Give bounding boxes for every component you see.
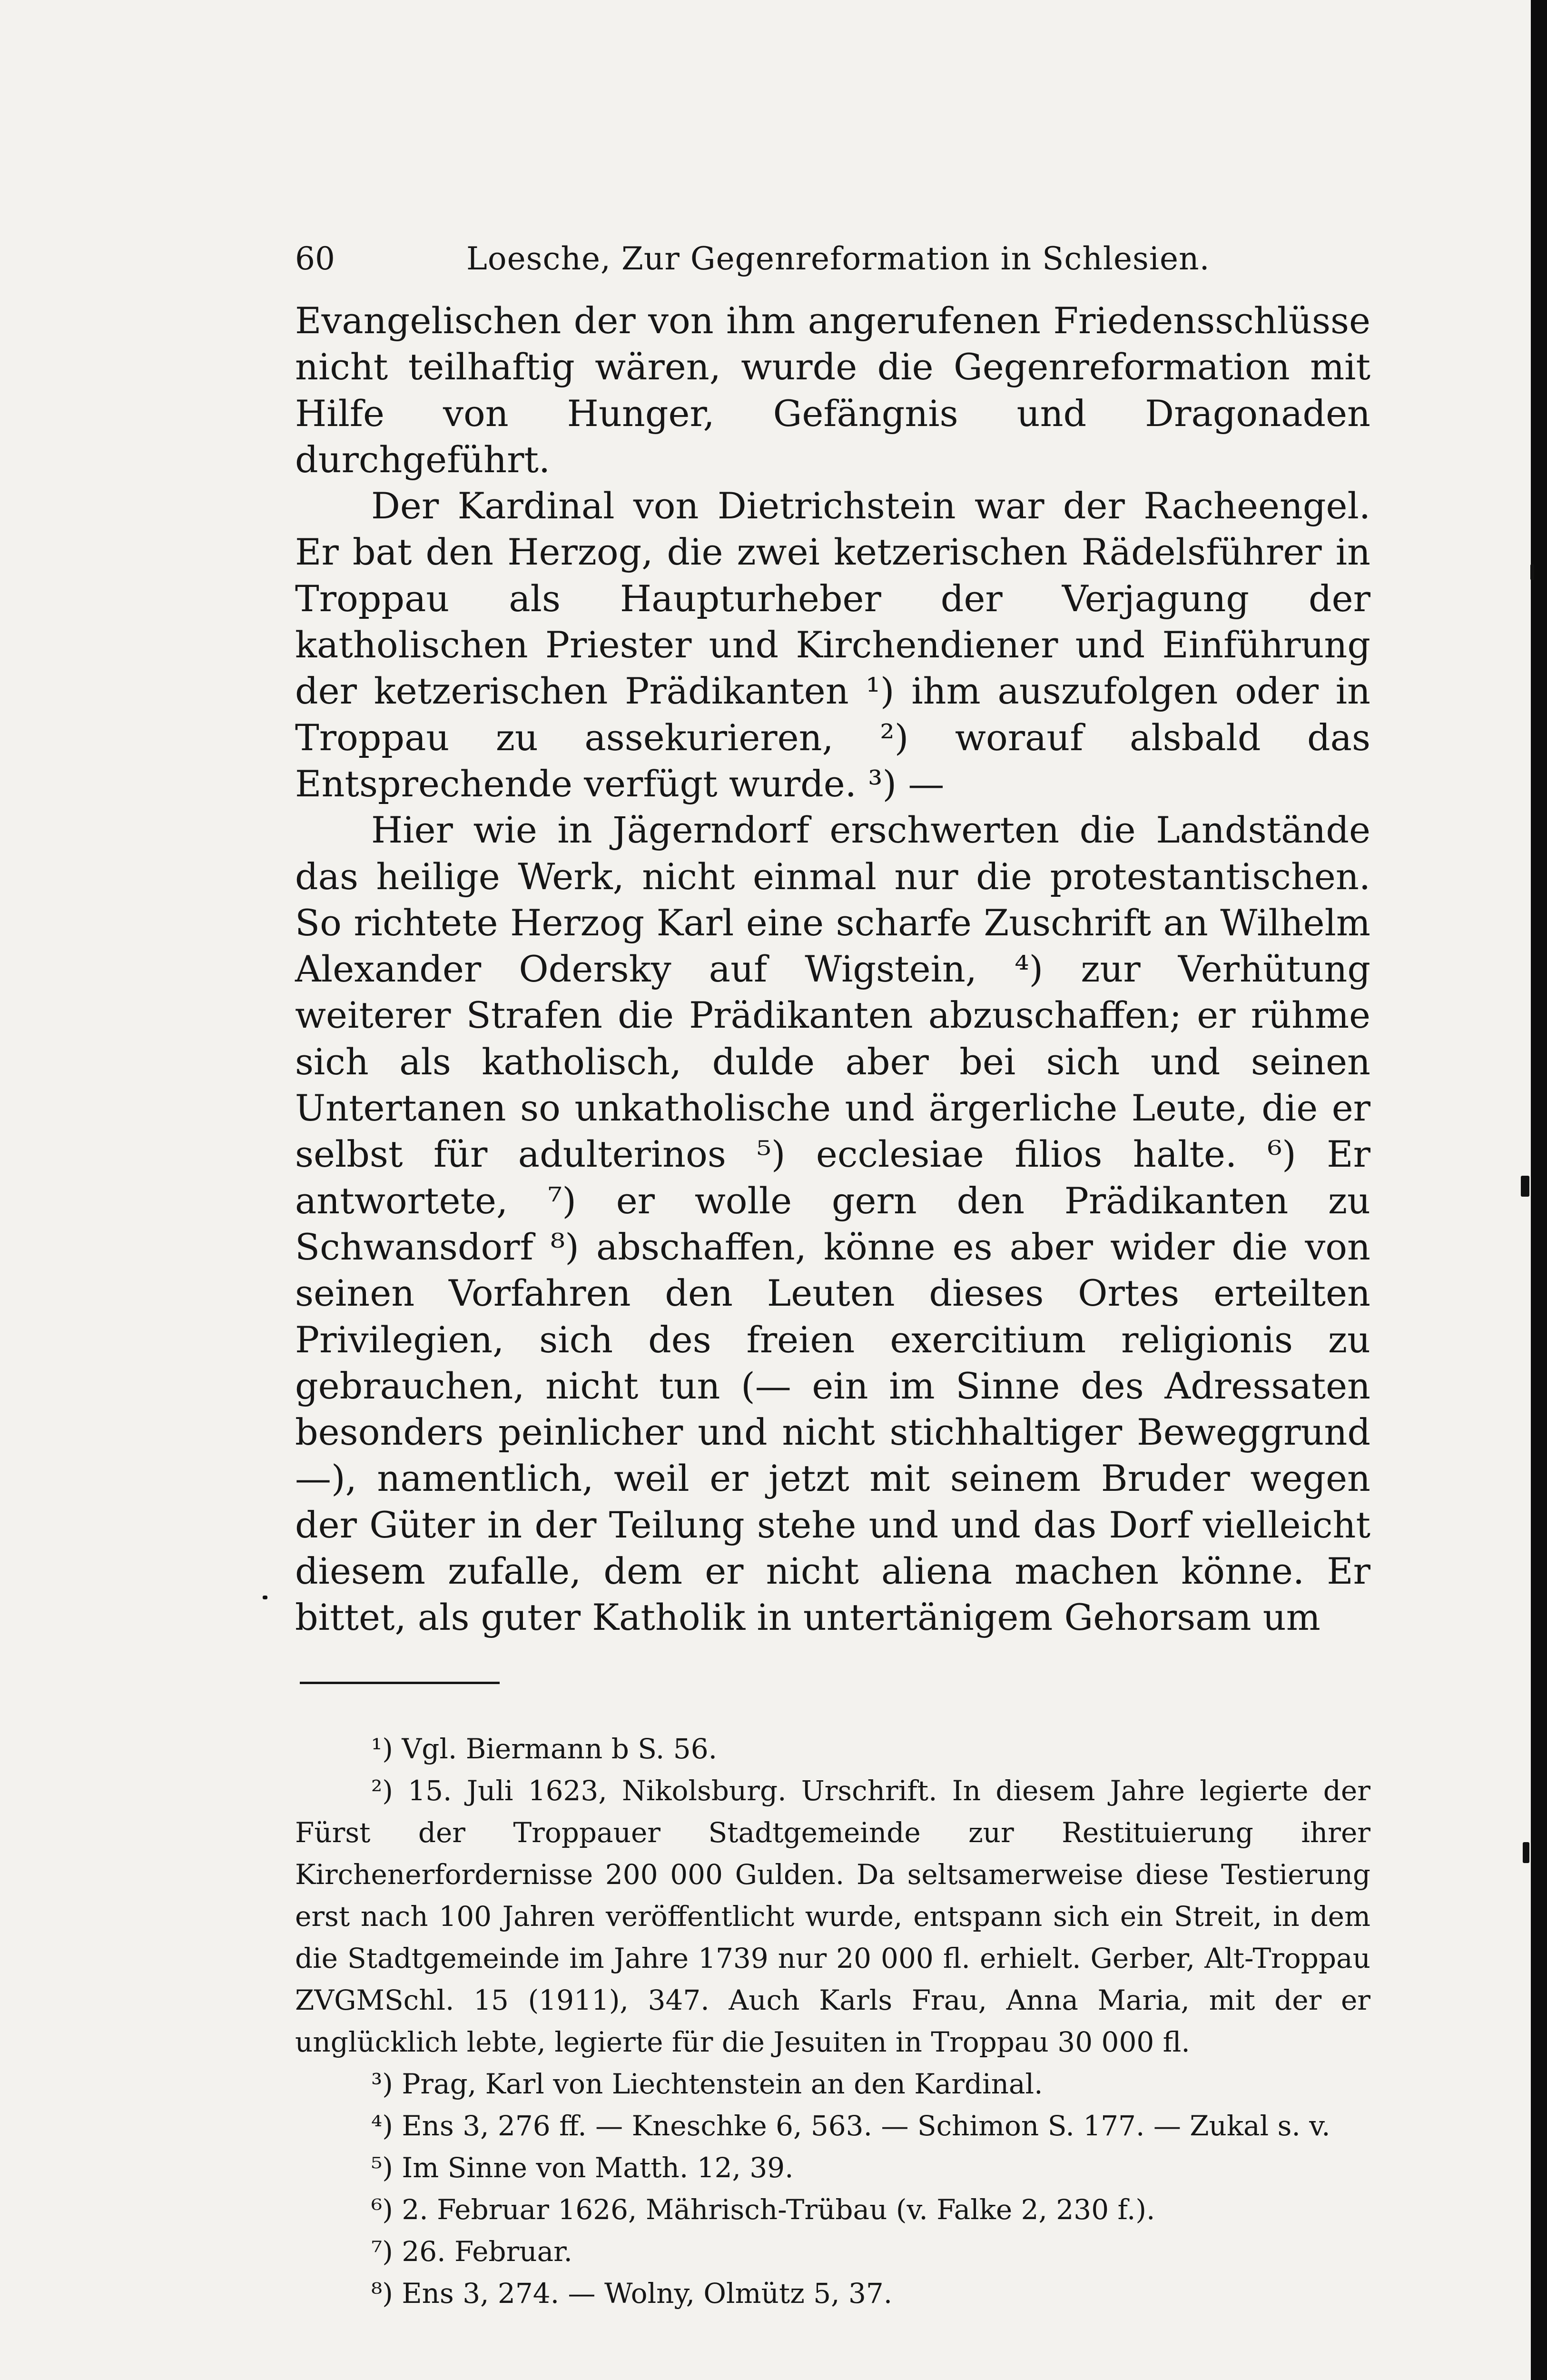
footnote: ⁵) Im Sinne von Matth. 12, 39. xyxy=(371,2151,794,2184)
body-text xyxy=(295,298,1370,1641)
paragraph: Hier wie in Jägerndorf erschwerten die Landstände das heilige Werk, nicht einmal nur die protestantischen. So richtete Herzog Karl eine scharfe Zuschrift an Wilhelm Alexander Odersky auf Wigstein, ⁴) zur Verhütung weiterer Strafen die Prädikanten abzuschaffen; er rühme sich als katholisch, dulde aber bei sich und seinen Untertanen so unkatholische und ärgerliche Leute, die er selbst für adulterinos ⁵) ecclesiae filios halte. ⁶) Er antwortete, ⁷) er wolle gern den Prädikanten zu Schwansdorf ⁸) abschaffen, könne es aber wider die von seinen Vorfahren den Leuten dieses Ortes erteilten Privilegien, sich des freien exercitium religionis zu gebrauchen, nicht tun (— ein im Sinne des Adressaten besonders peinlicher und nicht stichhaltiger Beweggrund —), namentlich, weil er jetzt mit seinem Bruder wegen der Güter in der Teilung stehe und und das Dorf vielleicht diesem zufalle, dem er nicht aliena machen könne. Er bittet, als guter Katholik in untertänigem Gehorsam um xyxy=(295,809,1370,1639)
footnote: ¹) Vgl. Biermann b S. 56. xyxy=(371,1732,718,1765)
footnote: ²) 15. Juli 1623, Nikolsburg. Urschrift. In diesem Jahre legierte der Fürst der Troppauer Stadtgemeinde zur Restituierung ihrer Kirchenerfordernisse 200 000 Gulden. Da seltsamerweise diese Testierung erst nach 100 Jahren veröffentlicht wurde, entspann sich ein Streit, in dem die Stadtgemeinde im Jahre 1739 nur 20 000 fl. erhielt. Gerber, Alt-Troppau ZVGMSchl. 15 (1911), 347. Auch Karls Frau, Anna Maria, mit der er unglücklich lebte, legierte für die Jesuiten in Troppau 30 000 fl. xyxy=(295,1774,1370,2058)
running-head: Loesche, Zur Gegenreformation in Schlesien. xyxy=(466,240,1210,277)
paragraph: Der Kardinal von Dietrichstein war der Racheengel. Er bat den Herzog, die zwei ketzerischen Rädelsführer in Troppau als Haupturheber der Verjagung der katholischen Priester und Kirchendiener und Einführung der ketzerischen Prädikanten ¹) ihm auszufolgen oder in Troppau zu assekurieren, ²) worauf alsbald das Entsprechende verfügt wurde. ³) — xyxy=(295,485,1370,805)
footnote: ³) Prag, Karl von Liechtenstein an den Kardinal. xyxy=(371,2067,1043,2100)
page-number: 60 xyxy=(295,240,335,277)
page-header xyxy=(295,240,1370,298)
scan-speck xyxy=(1523,1842,1529,1863)
footnote: ⁶) 2. Februar 1626, Mährisch-Trübau (v. Falke 2, 230 f.). xyxy=(371,2193,1155,2226)
paragraph: Evangelischen der von ihm angerufenen Friedensschlüsse nicht teilhaftig wären, wurde die Gegenreformation mit Hilfe von Hunger, Gefängnis und Dragonaden durchgeführt. xyxy=(295,299,1370,481)
footnote: ⁸) Ens 3, 274. — Wolny, Olmütz 5, 37. xyxy=(371,2277,893,2310)
scan-edge-right xyxy=(1531,0,1547,2380)
scan-speck xyxy=(263,1596,267,1599)
footnote: ⁷) 26. Februar. xyxy=(371,2235,572,2268)
scan-speck xyxy=(1521,1176,1529,1197)
footnote: ⁴) Ens 3, 276 ff. — Kneschke 6, 563. — Schimon S. 177. — Zukal s. v. xyxy=(371,2109,1330,2142)
book-page xyxy=(295,240,1370,2314)
footnote-divider xyxy=(300,1682,500,1684)
footnotes xyxy=(295,1728,1370,2314)
scan-speck xyxy=(1530,564,1534,580)
